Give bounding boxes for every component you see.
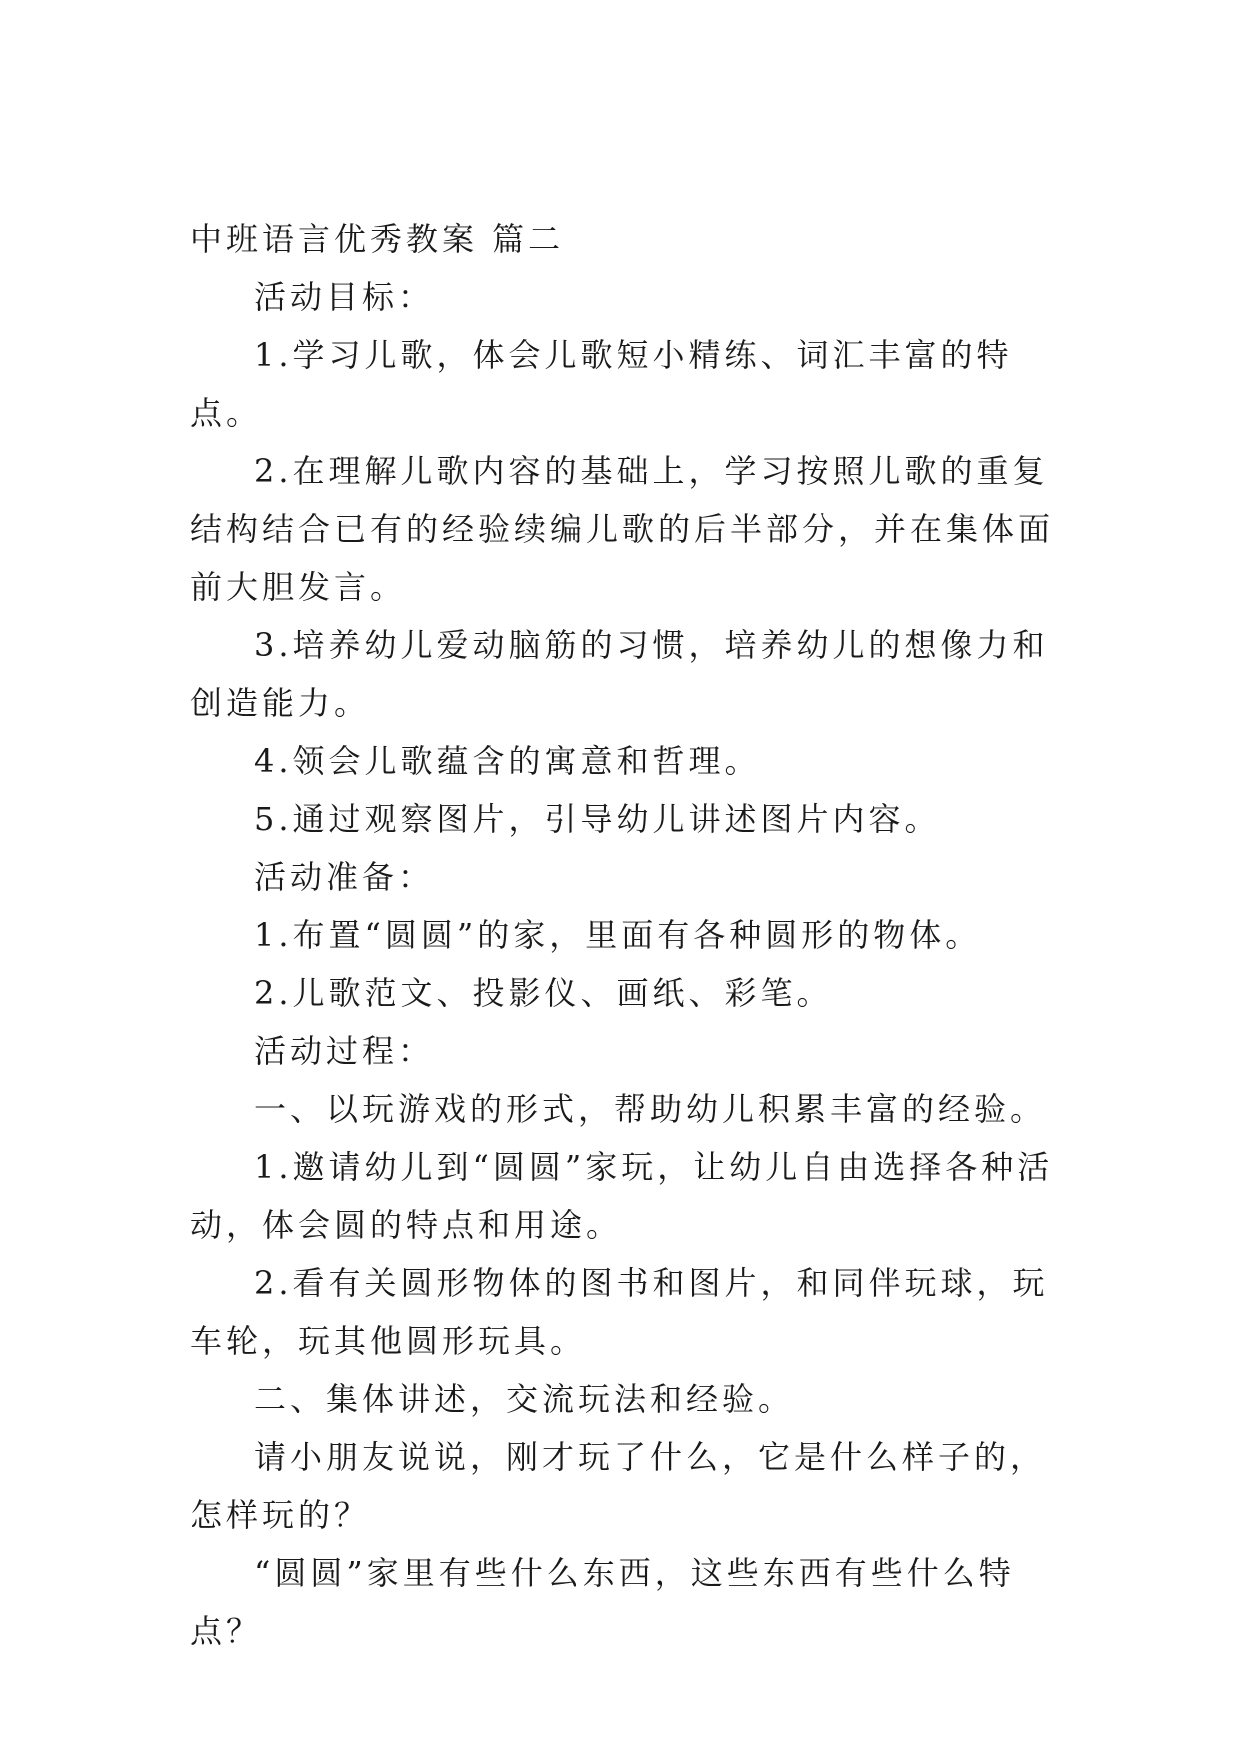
process-step-2-question-2: “圆圆”家里有些什么东西，这些东西有些什么特点？: [190, 1554, 1015, 1650]
goal-item-2: 2.在理解儿歌内容的基础上，学习按照儿歌的重复结构结合已有的经验续编儿歌的后半部分，并在集体面前大胆发言。: [190, 452, 1055, 606]
section-heading-preparation: 活动准备：: [254, 858, 435, 896]
goal-item-5: 5.通过观察图片，引导幼儿讲述图片内容。: [254, 800, 941, 838]
document-body: [190, 210, 1080, 1660]
process-step-2: 二、集体讲述，交流玩法和经验。: [254, 1380, 795, 1418]
document-title: 中班语言优秀教案 篇二: [190, 220, 565, 258]
section-heading-goals: 活动目标：: [254, 278, 435, 316]
process-step-1: 一、以玩游戏的形式，帮助幼儿积累丰富的经验。: [254, 1090, 1047, 1128]
goal-item-1: 1.学习儿歌，体会儿歌短小精练、词汇丰富的特点。: [190, 336, 1013, 432]
process-step-1-item-1: 1.邀请幼儿到“圆圆”家玩，让幼儿自由选择各种活动，体会圆的特点和用途。: [190, 1148, 1054, 1244]
goal-item-3: 3.培养幼儿爱动脑筋的习惯，培养幼儿的想像力和创造能力。: [190, 626, 1049, 722]
preparation-item-2: 2.儿歌范文、投影仪、画纸、彩笔。: [254, 974, 833, 1012]
goal-item-4: 4.领会儿歌蕴含的寓意和哲理。: [254, 742, 761, 780]
process-step-1-item-2: 2.看有关圆形物体的图书和图片，和同伴玩球，玩车轮，玩其他圆形玩具。: [190, 1264, 1049, 1360]
process-step-2-question-1: 请小朋友说说，刚才玩了什么，它是什么样子的，怎样玩的？: [190, 1438, 1047, 1534]
section-heading-process: 活动过程：: [254, 1032, 435, 1070]
preparation-item-1: 1.布置“圆圆”的家，里面有各种圆形的物体。: [254, 916, 982, 954]
